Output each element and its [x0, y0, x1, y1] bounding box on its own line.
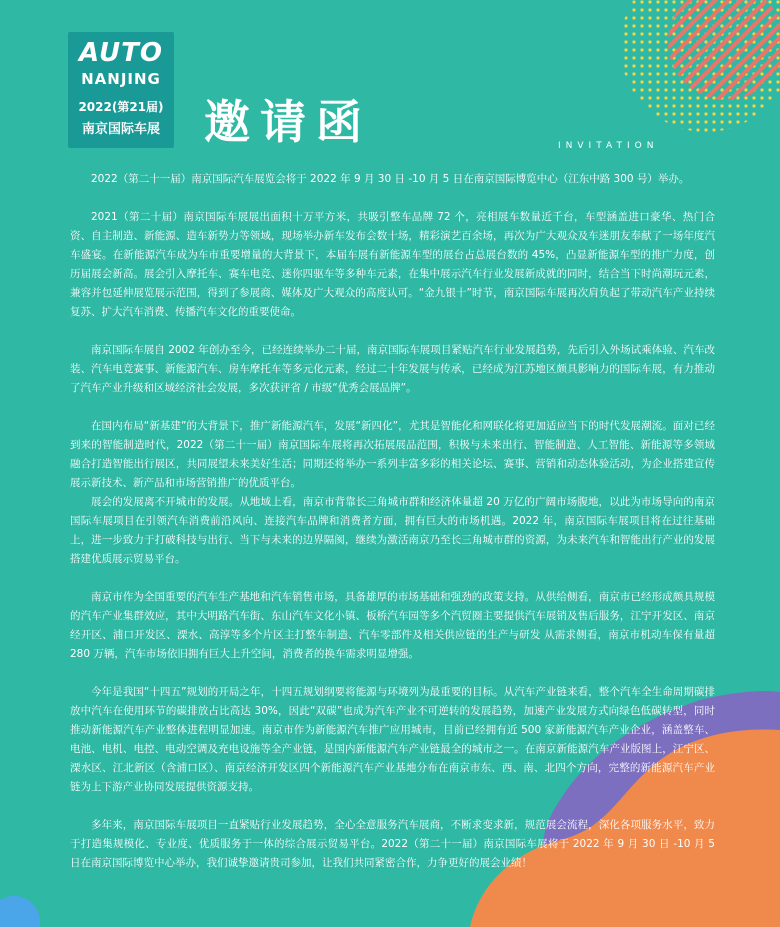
logo-show-name: 南京国际车展: [81, 122, 160, 137]
blue-circle-decoration: [0, 896, 40, 927]
paragraph-closing: 多年来，南京国际车展项目一直紧贴行业发展趋势，全心全意服务汽车展商，不断求变求新，规范展会流程，深化各项服务水平，致力于打造集规模化、专业度、优质服务于一体的综合展示贸易平台。2022（第二十一届）南京国际车展将于 2022 年 9 月 30 日 -10 月 5 日在南京国际博览中心举办，我们诚挚邀请贵司参加，让我们共同紧密合作，力争更好的展会业绩！: [70, 819, 715, 869]
paragraph-history: 南京国际车展自 2002 年创办至今，已经连续举办二十届，南京国际车展项目紧贴汽车行业发展趋势，先后引入外场试乘体验、汽车改装、汽车电竞赛事、新能源汽车、房车摩托车等多元化元素，经过二十年发展与传承，已经成为江苏地区颇具影响力的国际车展，有力推动了汽车产业升级和区域经济社会发展，多次获评省 / 市级“优秀会展品牌”。: [70, 344, 715, 394]
page-title: 邀请函: [204, 95, 372, 149]
auto-nanjing-logo: [68, 32, 174, 148]
paragraph-market: 南京市作为全国重要的汽车生产基地和汽车销售市场，具备雄厚的市场基础和强劲的政策支持。从供给侧看，南京市已经形成颇具规模的汽车产业集群效应，其中大明路汽车街、东山汽车文化小镇、板桥汽车园等多个汽贸圈主要提供汽车展销及售后服务，江宁开发区、南京经开区、浦口开发区、溧水、高淳等多个片区主打整车制造、汽车零部件及相关供应链的生产与研发 从需求侧看，南京市机动车保有量超 280 万辆，汽车市场依旧拥有巨大上升空间，消费者的换车需求明显增强。: [70, 591, 715, 660]
logo-edition-text: 2022(第21届): [78, 100, 164, 114]
paragraph-city-development: 展会的发展离不开城市的发展。从地域上看，南京市背靠长三角城市群和经济体量超 20 万亿的广阔市场腹地，以此为市场导向的南京国际车展项目在引领汽车消费前沿风向、连接汽车品牌和消费者方面，拥有巨大的市场机遇。2022 年，南京国际车展项目将在过往基础上，进一步致力于打破科技与出行、当下与未来的边界隔阂，继续为激活南京乃至长三角城市群的资源，为未来汽车和智能出行产业的发展搭建优质展示贸易平台。: [70, 496, 715, 565]
invitation-body: [70, 170, 715, 892]
logo-auto-text: AUTO: [79, 38, 163, 68]
paragraph-2021-review: 2021（第二十届）南京国际车展展出面积十万平方米，共吸引整车品牌 72 个，亮相展车数量近千台，车型涵盖进口豪华、热门合资、自主制造、新能源、造车新势力等领域，现场举办新车发布会数十场，精彩演艺百余场，再次为广大观众及车迷朋友奉献了一场年度汽车盛宴。在新能源汽车成为车市重要增量的大背景下，本届车展有新能源车型的展台占总展台数的 45%，凸显新能源车型的推广力度，创历届展会新高。展会引入摩托车、赛车电竞、迷你四驱车等多种车元素，在集中展示汽车行业发展新成就的同时，结合当下时尚潮玩元素，兼容并包延伸展览展示范围，得到了参展商、媒体及广大观众的高度认可。“金九银十”时节，南京国际车展再次肩负起了带动汽车产业持续复苏、扩大汽车消费、传播汽车文化的重要使命。: [70, 211, 715, 318]
logo-city-text: NANJING: [81, 70, 161, 88]
page-subtitle: INVITATION: [558, 141, 659, 151]
paragraph-policy: 今年是我国“十四五”规划的开局之年，十四五规划纲要将能源与环境列为最重要的目标。从汽车产业链来看，整个汽车全生命周期碳排放中汽车在使用环节的碳排放占比高达 30%，因此“双碳”也成为汽车产业不可逆转的发展趋势，加速产业发展方式向绿色低碳转型，同时推动新能源汽车产业整体进程明显加速。南京市作为新能源汽车推广应用城市，目前已经拥有近 500 家新能源汽车产业企业，涵盖整车、电池、电机、电控、电动空调及充电设施等全产业链，是国内新能源汽车产业链最全的城市之一。在南京新能源汽车产业版图上，江宁区、溧水区、江北新区（含浦口区）、南京经济开发区四个新能源汽车产业基地分布在南京市东、西、南、北四个方向，完整的新能源汽车产业链为上下游产业协同发展提供资源支持。: [70, 686, 715, 793]
paragraph-new-energy: 在国内布局“新基建”的大背景下，推广新能源汽车，发展“新四化”，尤其是智能化和网联化将更加适应当下的时代发展潮流。面对已经到来的智能制造时代，2022（第二十一届）南京国际车展将再次拓展展品范围，积极与未来出行、智能制造、人工智能、新能源等多领域融合打造智能出行展区，共同展望未来美好生活；同期还将举办一系列丰富多彩的相关论坛、赛事、营销和动态体验活动，为企业搭建宣传展示新技术、新产品和市场营销推广的优质平台。: [70, 420, 715, 489]
paragraph-intro: 2022（第二十一届）南京国际汽车展览会将于 2022 年 9 月 30 日 -10 月 5 日在南京国际博览中心（江东中路 300 号）举办。: [91, 173, 690, 185]
